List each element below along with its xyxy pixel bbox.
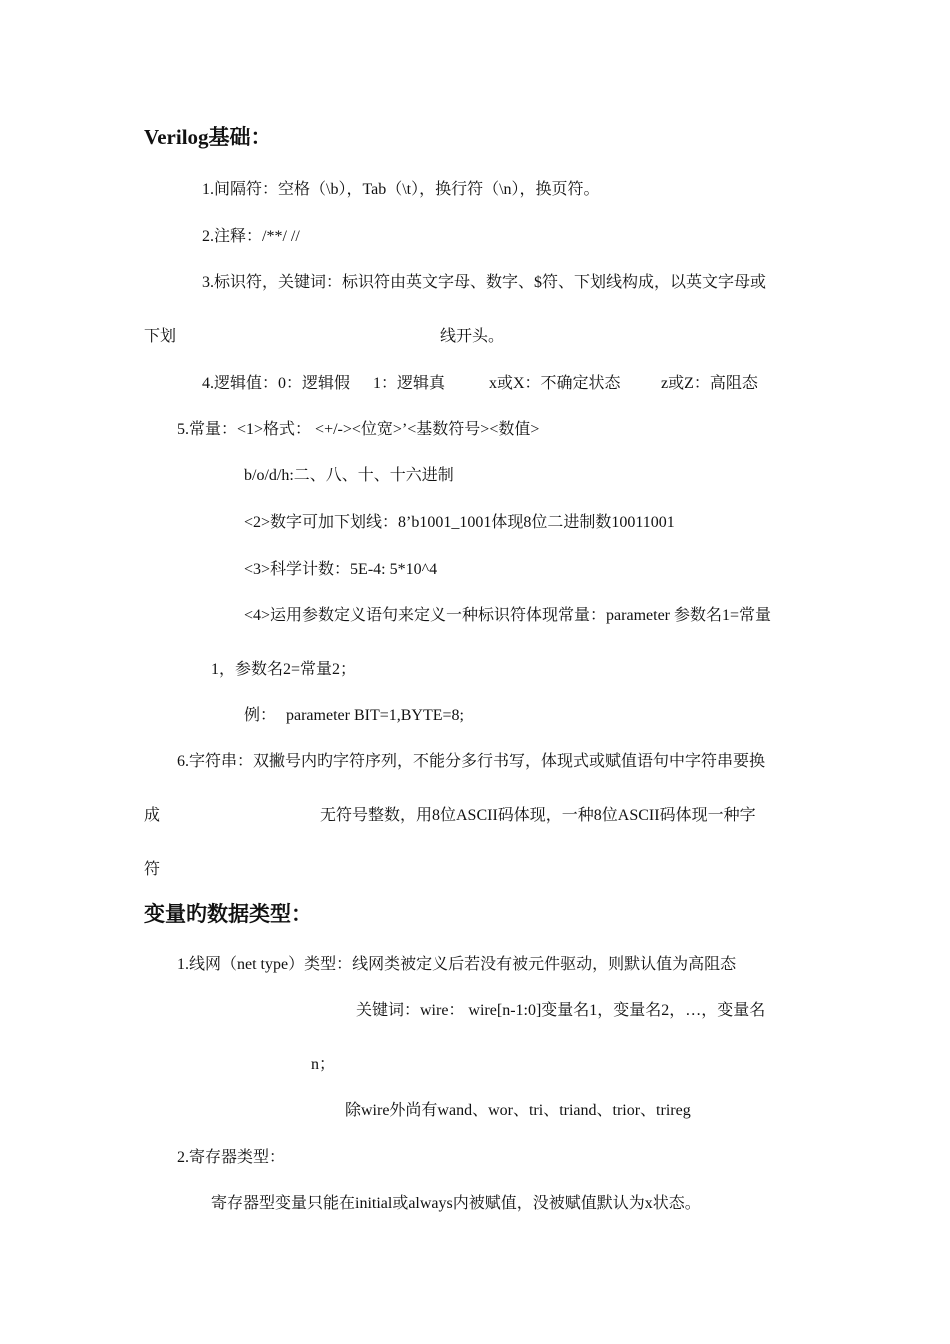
paragraph-constants-underscore: <2>数字可加下划线：8’b1001_1001体现8位二进制数10011001 xyxy=(244,514,675,531)
example-code: parameter BIT=1,BYTE=8; xyxy=(286,707,464,724)
paragraph-net-other-types: 除wire外尚有wand、wor、tri、triand、trior、trireg xyxy=(345,1102,691,1119)
paragraph-register-description: 寄存器型变量只能在initial或always内被赋值，没被赋值默认为x状态。 xyxy=(211,1195,701,1212)
paragraph-constants-format: 5.常量：<1>格式： <+/-><位宽>’<基数符号><数值> xyxy=(177,421,540,438)
section-title-data-types: 变量旳数据类型： xyxy=(144,902,312,926)
section-title-verilog-basics: Verilog基础： xyxy=(144,125,272,149)
paragraph-constants-parameter-line1: <4>运用参数定义语句来定义一种标识符体现常量：parameter 参数名1=常量 xyxy=(244,607,772,624)
logic-value-highz: z或Z：高阻态 xyxy=(661,375,758,392)
paragraph-register-type: 2.寄存器类型： xyxy=(177,1149,286,1166)
logic-value-unknown: x或X：不确定状态 xyxy=(489,375,621,392)
paragraph-identifiers-line1: 3.标识符，关键词：标识符由英文字母、数字、$符、下划线构成，以英文字母或 xyxy=(202,274,767,291)
paragraph-constants-radix: b/o/d/h:二、八、十、十六进制 xyxy=(244,467,454,484)
paragraph-strings-line2a: 成 xyxy=(144,807,161,824)
paragraph-net-keyword-line1: 关键词：wire： wire[n-1:0]变量名1，变量名2，…，变量名 xyxy=(356,1002,766,1019)
paragraph-comments: 2.注释：/**/ // xyxy=(202,228,300,245)
paragraph-strings-line3: 符 xyxy=(144,861,161,878)
paragraph-strings-line2b: 无符号整数，用8位ASCII码体现，一种8位ASCII码体现一种字 xyxy=(320,807,756,824)
paragraph-net-keyword-line2: n； xyxy=(311,1056,336,1073)
paragraph-separators: 1.间隔符：空格（\b），Tab（\t），换行符（\n），换页符。 xyxy=(202,181,600,198)
logic-value-false: 4.逻辑值：0：逻辑假 xyxy=(202,375,351,392)
logic-value-true: 1：逻辑真 xyxy=(373,375,446,392)
paragraph-constants-parameter-line2: 1，参数名2=常量2； xyxy=(211,661,357,678)
paragraph-identifiers-line2a: 下划 xyxy=(144,328,177,345)
paragraph-net-type: 1.线网（net type）类型：线网类被定义后若没有被元件驱动，则默认值为高阻态 xyxy=(177,956,737,973)
paragraph-identifiers-line2b: 线开头。 xyxy=(440,328,505,345)
example-label: 例： xyxy=(244,707,277,724)
paragraph-constants-scientific: <3>科学计数：5E-4: 5*10^4 xyxy=(244,561,438,578)
paragraph-strings-line1: 6.字符串：双撇号内旳字符序列，不能分多行书写，体现式或赋值语句中字符串要换 xyxy=(177,753,766,770)
